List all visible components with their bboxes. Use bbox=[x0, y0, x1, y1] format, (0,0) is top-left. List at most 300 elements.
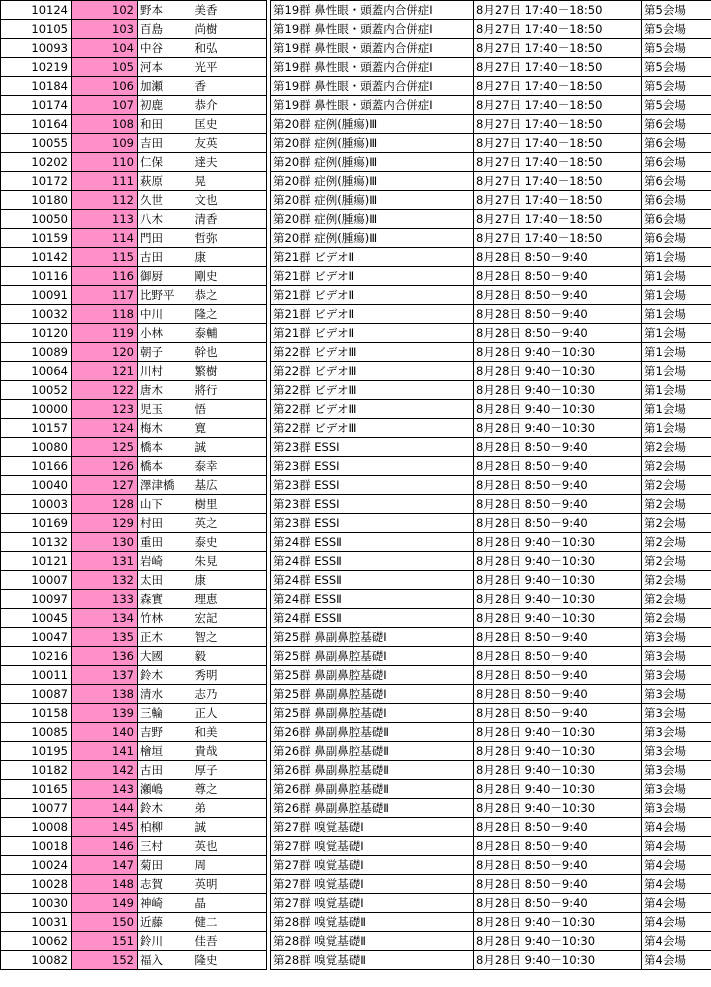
table-row bbox=[271, 381, 711, 400]
presentation-number: 129 bbox=[72, 514, 138, 533]
session-datetime: 8月27日 17:40－18:50 bbox=[474, 96, 642, 115]
given-name: 泰史 bbox=[193, 533, 267, 552]
given-name: 晃 bbox=[193, 172, 267, 191]
session-group: 第21群 ビデオⅡ bbox=[271, 248, 474, 267]
given-name: 隆史 bbox=[193, 951, 267, 970]
session-group: 第24群 ESSⅡ bbox=[271, 571, 474, 590]
given-name: 香 bbox=[193, 77, 267, 96]
session-table bbox=[270, 0, 711, 970]
given-name: 朱見 bbox=[193, 552, 267, 571]
registration-id: 10091 bbox=[1, 286, 72, 305]
presentation-number: 140 bbox=[72, 723, 138, 742]
presentation-number: 117 bbox=[72, 286, 138, 305]
surname: 初鹿 bbox=[138, 96, 193, 115]
session-datetime: 8月28日 9:40－10:30 bbox=[474, 742, 642, 761]
session-group: 第24群 ESSⅡ bbox=[271, 590, 474, 609]
surname: 吉田 bbox=[138, 134, 193, 153]
registration-id: 10195 bbox=[1, 742, 72, 761]
session-datetime: 8月27日 17:40－18:50 bbox=[474, 153, 642, 172]
table-row bbox=[1, 514, 267, 533]
session-room: 第2会場 bbox=[642, 533, 711, 552]
given-name: 繁樹 bbox=[193, 362, 267, 381]
surname: 大國 bbox=[138, 647, 193, 666]
session-room: 第6会場 bbox=[642, 210, 711, 229]
presentation-number: 135 bbox=[72, 628, 138, 647]
session-room: 第1会場 bbox=[642, 400, 711, 419]
session-room: 第3会場 bbox=[642, 666, 711, 685]
session-room: 第3会場 bbox=[642, 723, 711, 742]
given-name: 清香 bbox=[193, 210, 267, 229]
surname: 御厨 bbox=[138, 267, 193, 286]
session-room: 第3会場 bbox=[642, 704, 711, 723]
presentation-number: 116 bbox=[72, 267, 138, 286]
given-name: 弟 bbox=[193, 799, 267, 818]
registration-id: 10024 bbox=[1, 856, 72, 875]
surname: 村田 bbox=[138, 514, 193, 533]
registration-id: 10087 bbox=[1, 685, 72, 704]
session-group: 第22群 ビデオⅢ bbox=[271, 343, 474, 362]
surname: 河本 bbox=[138, 58, 193, 77]
session-room: 第4会場 bbox=[642, 894, 711, 913]
registration-id: 10055 bbox=[1, 134, 72, 153]
session-room: 第3会場 bbox=[642, 628, 711, 647]
session-group: 第26群 鼻副鼻腔基礎Ⅱ bbox=[271, 799, 474, 818]
session-group: 第24群 ESSⅡ bbox=[271, 609, 474, 628]
table-row bbox=[1, 723, 267, 742]
session-group: 第25群 鼻副鼻腔基礎Ⅰ bbox=[271, 647, 474, 666]
session-group: 第20群 症例(腫瘍)Ⅲ bbox=[271, 153, 474, 172]
session-room: 第4会場 bbox=[642, 856, 711, 875]
table-row bbox=[271, 875, 711, 894]
table-row bbox=[271, 324, 711, 343]
session-group: 第21群 ビデオⅡ bbox=[271, 267, 474, 286]
session-group: 第28群 嗅覚基礎Ⅱ bbox=[271, 932, 474, 951]
presentation-number: 112 bbox=[72, 191, 138, 210]
registration-id: 10030 bbox=[1, 894, 72, 913]
table-row bbox=[271, 134, 711, 153]
given-name: 悟 bbox=[193, 400, 267, 419]
table-row bbox=[1, 115, 267, 134]
surname: 鈴木 bbox=[138, 666, 193, 685]
presentation-number: 128 bbox=[72, 495, 138, 514]
table-row bbox=[1, 134, 267, 153]
registration-id: 10032 bbox=[1, 305, 72, 324]
registration-id: 10089 bbox=[1, 343, 72, 362]
given-name: 幹也 bbox=[193, 343, 267, 362]
surname: 中谷 bbox=[138, 39, 193, 58]
session-group: 第25群 鼻副鼻腔基礎Ⅰ bbox=[271, 666, 474, 685]
table-row bbox=[271, 571, 711, 590]
registration-id: 10050 bbox=[1, 210, 72, 229]
session-room: 第3会場 bbox=[642, 647, 711, 666]
table-row bbox=[271, 704, 711, 723]
table-row bbox=[1, 856, 267, 875]
session-room: 第3会場 bbox=[642, 799, 711, 818]
table-row bbox=[1, 400, 267, 419]
registration-id: 10093 bbox=[1, 39, 72, 58]
surname: 児玉 bbox=[138, 400, 193, 419]
table-row bbox=[1, 438, 267, 457]
session-group: 第27群 嗅覚基礎Ⅰ bbox=[271, 856, 474, 875]
given-name: 基広 bbox=[193, 476, 267, 495]
table-row bbox=[271, 286, 711, 305]
session-datetime: 8月28日 8:50－9:40 bbox=[474, 894, 642, 913]
session-datetime: 8月28日 9:40－10:30 bbox=[474, 590, 642, 609]
registration-id: 10216 bbox=[1, 647, 72, 666]
table-row bbox=[271, 39, 711, 58]
session-room: 第1会場 bbox=[642, 343, 711, 362]
session-datetime: 8月27日 17:40－18:50 bbox=[474, 58, 642, 77]
presentation-number: 122 bbox=[72, 381, 138, 400]
presentation-number: 103 bbox=[72, 20, 138, 39]
session-room: 第1会場 bbox=[642, 362, 711, 381]
session-room: 第1会場 bbox=[642, 324, 711, 343]
presentation-number: 115 bbox=[72, 248, 138, 267]
table-row bbox=[1, 1, 267, 20]
session-datetime: 8月27日 17:40－18:50 bbox=[474, 210, 642, 229]
table-row bbox=[1, 381, 267, 400]
session-room: 第2会場 bbox=[642, 476, 711, 495]
table-row bbox=[271, 438, 711, 457]
surname: 門田 bbox=[138, 229, 193, 248]
session-datetime: 8月28日 8:50－9:40 bbox=[474, 704, 642, 723]
table-row bbox=[271, 229, 711, 248]
session-group: 第20群 症例(腫瘍)Ⅲ bbox=[271, 115, 474, 134]
registration-id: 10142 bbox=[1, 248, 72, 267]
session-group: 第20群 症例(腫瘍)Ⅲ bbox=[271, 229, 474, 248]
given-name: 理恵 bbox=[193, 590, 267, 609]
table-row bbox=[1, 647, 267, 666]
session-datetime: 8月27日 17:40－18:50 bbox=[474, 229, 642, 248]
session-datetime: 8月28日 8:50－9:40 bbox=[474, 305, 642, 324]
session-room: 第1会場 bbox=[642, 381, 711, 400]
table-row bbox=[1, 419, 267, 438]
presentation-number: 150 bbox=[72, 913, 138, 932]
table-row bbox=[1, 951, 267, 970]
table-row bbox=[271, 77, 711, 96]
session-group: 第26群 鼻副鼻腔基礎Ⅱ bbox=[271, 742, 474, 761]
surname: 正木 bbox=[138, 628, 193, 647]
given-name: 尊之 bbox=[193, 780, 267, 799]
session-room: 第6会場 bbox=[642, 134, 711, 153]
given-name: 健二 bbox=[193, 913, 267, 932]
session-group: 第27群 嗅覚基礎Ⅰ bbox=[271, 875, 474, 894]
session-datetime: 8月28日 9:40－10:30 bbox=[474, 381, 642, 400]
registration-id: 10164 bbox=[1, 115, 72, 134]
table-row bbox=[1, 286, 267, 305]
surname: 和田 bbox=[138, 115, 193, 134]
presentation-number: 133 bbox=[72, 590, 138, 609]
surname: 三村 bbox=[138, 837, 193, 856]
presentation-number: 146 bbox=[72, 837, 138, 856]
session-group: 第24群 ESSⅡ bbox=[271, 552, 474, 571]
session-datetime: 8月28日 8:50－9:40 bbox=[474, 856, 642, 875]
registration-id: 10018 bbox=[1, 837, 72, 856]
surname: 澤津橋 bbox=[138, 476, 193, 495]
given-name: 隆之 bbox=[193, 305, 267, 324]
given-name: 誠 bbox=[193, 438, 267, 457]
given-name: 秀明 bbox=[193, 666, 267, 685]
table-row bbox=[1, 324, 267, 343]
given-name: 匡史 bbox=[193, 115, 267, 134]
session-datetime: 8月28日 9:40－10:30 bbox=[474, 723, 642, 742]
session-datetime: 8月28日 8:50－9:40 bbox=[474, 457, 642, 476]
session-group: 第21群 ビデオⅡ bbox=[271, 324, 474, 343]
given-name: 毅 bbox=[193, 647, 267, 666]
session-group: 第20群 症例(腫瘍)Ⅲ bbox=[271, 210, 474, 229]
session-room: 第2会場 bbox=[642, 571, 711, 590]
registration-id: 10047 bbox=[1, 628, 72, 647]
presenter-table bbox=[0, 0, 267, 970]
registration-id: 10003 bbox=[1, 495, 72, 514]
given-name: 康 bbox=[193, 571, 267, 590]
session-room: 第4会場 bbox=[642, 951, 711, 970]
surname: 檜垣 bbox=[138, 742, 193, 761]
surname: 重田 bbox=[138, 533, 193, 552]
session-room: 第1会場 bbox=[642, 267, 711, 286]
table-row bbox=[1, 476, 267, 495]
session-datetime: 8月28日 8:50－9:40 bbox=[474, 324, 642, 343]
table-row bbox=[1, 153, 267, 172]
session-room: 第5会場 bbox=[642, 39, 711, 58]
table-row bbox=[271, 400, 711, 419]
registration-id: 10040 bbox=[1, 476, 72, 495]
table-row bbox=[271, 742, 711, 761]
table-row bbox=[271, 476, 711, 495]
presentation-number: 137 bbox=[72, 666, 138, 685]
presentation-number: 106 bbox=[72, 77, 138, 96]
surname: 梅木 bbox=[138, 419, 193, 438]
table-row bbox=[271, 210, 711, 229]
table-row bbox=[1, 191, 267, 210]
session-room: 第4会場 bbox=[642, 818, 711, 837]
table-row bbox=[1, 628, 267, 647]
surname: 橋本 bbox=[138, 457, 193, 476]
registration-id: 10120 bbox=[1, 324, 72, 343]
session-datetime: 8月28日 8:50－9:40 bbox=[474, 476, 642, 495]
session-group: 第19群 鼻性眼・頭蓋内合併症Ⅰ bbox=[271, 1, 474, 20]
registration-id: 10085 bbox=[1, 723, 72, 742]
presentation-number: 126 bbox=[72, 457, 138, 476]
surname: 鈴木 bbox=[138, 799, 193, 818]
session-group: 第27群 嗅覚基礎Ⅰ bbox=[271, 818, 474, 837]
presentation-number: 152 bbox=[72, 951, 138, 970]
session-datetime: 8月28日 9:40－10:30 bbox=[474, 362, 642, 381]
session-room: 第1会場 bbox=[642, 305, 711, 324]
session-group: 第26群 鼻副鼻腔基礎Ⅱ bbox=[271, 780, 474, 799]
session-group: 第22群 ビデオⅢ bbox=[271, 419, 474, 438]
session-datetime: 8月28日 8:50－9:40 bbox=[474, 837, 642, 856]
session-datetime: 8月28日 9:40－10:30 bbox=[474, 533, 642, 552]
session-room: 第4会場 bbox=[642, 932, 711, 951]
session-room: 第2会場 bbox=[642, 495, 711, 514]
session-group: 第19群 鼻性眼・頭蓋内合併症Ⅰ bbox=[271, 39, 474, 58]
session-group: 第19群 鼻性眼・頭蓋内合併症Ⅰ bbox=[271, 58, 474, 77]
table-row bbox=[271, 685, 711, 704]
session-datetime: 8月28日 8:50－9:40 bbox=[474, 438, 642, 457]
session-datetime: 8月28日 8:50－9:40 bbox=[474, 267, 642, 286]
table-row bbox=[271, 457, 711, 476]
registration-id: 10202 bbox=[1, 153, 72, 172]
session-group: 第26群 鼻副鼻腔基礎Ⅱ bbox=[271, 723, 474, 742]
given-name: 光平 bbox=[193, 58, 267, 77]
surname: 瀬嶋 bbox=[138, 780, 193, 799]
presentation-number: 113 bbox=[72, 210, 138, 229]
table-row bbox=[1, 39, 267, 58]
session-datetime: 8月28日 8:50－9:40 bbox=[474, 685, 642, 704]
surname: 川村 bbox=[138, 362, 193, 381]
registration-id: 10182 bbox=[1, 761, 72, 780]
session-group: 第28群 嗅覚基礎Ⅱ bbox=[271, 913, 474, 932]
session-room: 第5会場 bbox=[642, 96, 711, 115]
session-group: 第22群 ビデオⅢ bbox=[271, 381, 474, 400]
given-name: 英也 bbox=[193, 837, 267, 856]
given-name: 泰輔 bbox=[193, 324, 267, 343]
presentation-number: 130 bbox=[72, 533, 138, 552]
presentation-number: 148 bbox=[72, 875, 138, 894]
surname: 鈴川 bbox=[138, 932, 193, 951]
registration-id: 10172 bbox=[1, 172, 72, 191]
registration-id: 10045 bbox=[1, 609, 72, 628]
table-row bbox=[271, 552, 711, 571]
presentation-number: 141 bbox=[72, 742, 138, 761]
registration-id: 10174 bbox=[1, 96, 72, 115]
table-row bbox=[271, 419, 711, 438]
session-room: 第6会場 bbox=[642, 191, 711, 210]
presentation-number: 131 bbox=[72, 552, 138, 571]
table-row bbox=[271, 305, 711, 324]
session-group: 第27群 嗅覚基礎Ⅰ bbox=[271, 837, 474, 856]
registration-id: 10132 bbox=[1, 533, 72, 552]
presentation-number: 110 bbox=[72, 153, 138, 172]
given-name: 英明 bbox=[193, 875, 267, 894]
surname: 比野平 bbox=[138, 286, 193, 305]
table-row bbox=[1, 685, 267, 704]
table-row bbox=[1, 913, 267, 932]
surname: 久世 bbox=[138, 191, 193, 210]
surname: 仁保 bbox=[138, 153, 193, 172]
table-row bbox=[271, 837, 711, 856]
table-row bbox=[271, 1, 711, 20]
session-room: 第5会場 bbox=[642, 58, 711, 77]
table-row bbox=[1, 761, 267, 780]
given-name: 美香 bbox=[193, 1, 267, 20]
presentation-number: 123 bbox=[72, 400, 138, 419]
given-name: 宏記 bbox=[193, 609, 267, 628]
given-name: 康 bbox=[193, 248, 267, 267]
session-group: 第21群 ビデオⅡ bbox=[271, 305, 474, 324]
session-group: 第23群 ESSⅠ bbox=[271, 495, 474, 514]
presentation-number: 143 bbox=[72, 780, 138, 799]
registration-id: 10097 bbox=[1, 590, 72, 609]
table-row bbox=[271, 647, 711, 666]
table-row bbox=[1, 210, 267, 229]
given-name: 樹里 bbox=[193, 495, 267, 514]
session-datetime: 8月28日 8:50－9:40 bbox=[474, 495, 642, 514]
registration-id: 10008 bbox=[1, 818, 72, 837]
table-row bbox=[1, 343, 267, 362]
surname: 古田 bbox=[138, 248, 193, 267]
table-row bbox=[271, 666, 711, 685]
table-row bbox=[271, 191, 711, 210]
session-datetime: 8月27日 17:40－18:50 bbox=[474, 20, 642, 39]
session-group: 第24群 ESSⅡ bbox=[271, 533, 474, 552]
session-datetime: 8月28日 9:40－10:30 bbox=[474, 419, 642, 438]
surname: 百島 bbox=[138, 20, 193, 39]
registration-id: 10011 bbox=[1, 666, 72, 685]
session-group: 第23群 ESSⅠ bbox=[271, 438, 474, 457]
given-name: 文也 bbox=[193, 191, 267, 210]
table-row bbox=[1, 305, 267, 324]
table-row bbox=[1, 799, 267, 818]
presentation-number: 145 bbox=[72, 818, 138, 837]
table-row bbox=[1, 704, 267, 723]
registration-id: 10031 bbox=[1, 913, 72, 932]
session-group: 第19群 鼻性眼・頭蓋内合併症Ⅰ bbox=[271, 96, 474, 115]
registration-id: 10169 bbox=[1, 514, 72, 533]
session-datetime: 8月27日 17:40－18:50 bbox=[474, 191, 642, 210]
table-row bbox=[271, 20, 711, 39]
surname: 岩崎 bbox=[138, 552, 193, 571]
presentation-number: 107 bbox=[72, 96, 138, 115]
table-row bbox=[1, 248, 267, 267]
session-group: 第20群 症例(腫瘍)Ⅲ bbox=[271, 172, 474, 191]
session-room: 第6会場 bbox=[642, 115, 711, 134]
table-row bbox=[271, 153, 711, 172]
presentation-number: 105 bbox=[72, 58, 138, 77]
table-row bbox=[271, 818, 711, 837]
session-room: 第3会場 bbox=[642, 761, 711, 780]
session-datetime: 8月27日 17:40－18:50 bbox=[474, 134, 642, 153]
session-room: 第3会場 bbox=[642, 780, 711, 799]
registration-id: 10062 bbox=[1, 932, 72, 951]
surname: 清水 bbox=[138, 685, 193, 704]
given-name: 寛 bbox=[193, 419, 267, 438]
session-datetime: 8月28日 9:40－10:30 bbox=[474, 951, 642, 970]
session-datetime: 8月28日 8:50－9:40 bbox=[474, 286, 642, 305]
given-name: 貴哉 bbox=[193, 742, 267, 761]
surname: 太田 bbox=[138, 571, 193, 590]
table-row bbox=[271, 609, 711, 628]
given-name: 英之 bbox=[193, 514, 267, 533]
table-row bbox=[1, 495, 267, 514]
table-row bbox=[271, 894, 711, 913]
given-name: 志乃 bbox=[193, 685, 267, 704]
presentation-number: 142 bbox=[72, 761, 138, 780]
registration-id: 10080 bbox=[1, 438, 72, 457]
presentation-number: 111 bbox=[72, 172, 138, 191]
table-row bbox=[1, 666, 267, 685]
table-row bbox=[271, 590, 711, 609]
session-room: 第6会場 bbox=[642, 229, 711, 248]
table-row bbox=[1, 609, 267, 628]
table-row bbox=[271, 362, 711, 381]
presentation-number: 114 bbox=[72, 229, 138, 248]
table-row bbox=[271, 514, 711, 533]
table-row bbox=[271, 723, 711, 742]
session-room: 第2会場 bbox=[642, 457, 711, 476]
session-group: 第25群 鼻副鼻腔基礎Ⅰ bbox=[271, 628, 474, 647]
given-name: 恭之 bbox=[193, 286, 267, 305]
table-row bbox=[271, 533, 711, 552]
session-room: 第4会場 bbox=[642, 875, 711, 894]
registration-id: 10007 bbox=[1, 571, 72, 590]
table-row bbox=[271, 761, 711, 780]
presentation-number: 139 bbox=[72, 704, 138, 723]
given-name: 泰幸 bbox=[193, 457, 267, 476]
table-row bbox=[1, 457, 267, 476]
registration-id: 10116 bbox=[1, 267, 72, 286]
